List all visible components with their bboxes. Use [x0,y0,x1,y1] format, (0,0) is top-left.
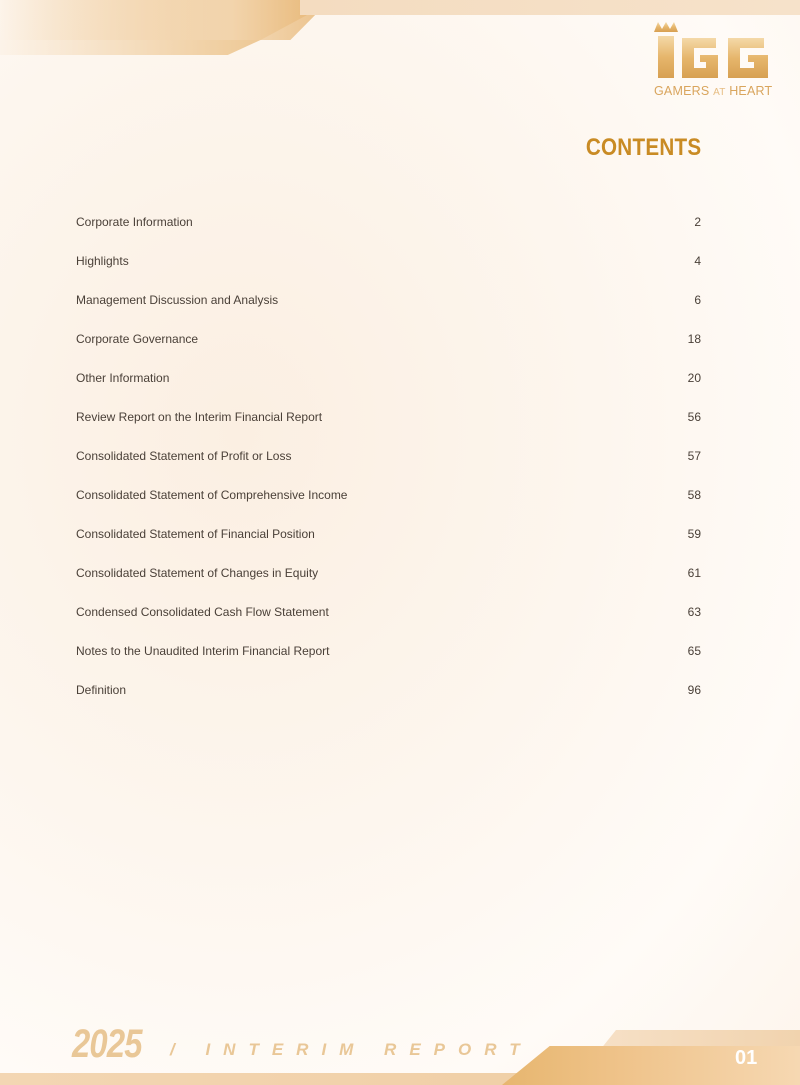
toc-row[interactable] [76,514,701,553]
toc-row[interactable] [76,280,701,319]
toc-page: 18 [687,331,701,346]
toc-row[interactable] [76,553,701,592]
bottom-left-decor-band [0,1073,560,1085]
toc-row[interactable] [76,241,701,280]
toc-label: Management Discussion and Analysis [76,292,279,307]
tagline-gamers: GAMERS [654,84,710,98]
toc-label: Definition [76,682,127,697]
toc-page: 58 [687,487,701,502]
toc-label: Consolidated Statement of Changes in Equity [76,565,319,580]
toc-label: Corporate Governance [76,331,199,346]
toc-row[interactable] [76,670,701,709]
toc-row[interactable] [76,397,701,436]
toc-label: Consolidated Statement of Profit or Loss [76,448,292,463]
page-title: CONTENTS [585,134,701,161]
tagline-at: AT [713,87,726,98]
toc-page: 4 [694,253,701,268]
table-of-contents [76,202,701,709]
toc-row[interactable] [76,436,701,475]
top-right-decor-band [300,0,800,15]
igg-logo-mark [652,20,772,82]
toc-page: 96 [687,682,701,697]
toc-row[interactable] [76,631,701,670]
toc-page: 57 [687,448,701,463]
toc-page: 63 [687,604,701,619]
toc-label: Notes to the Unaudited Interim Financial Report [76,643,330,658]
toc-label: Review Report on the Interim Financial Report [76,409,323,424]
footer-report-label: / INTERIM REPORT [170,1040,533,1059]
toc-label: Other Information [76,370,170,385]
toc-label: Highlights [76,253,129,268]
toc-page: 20 [687,370,701,385]
toc-page: 61 [687,565,701,580]
top-left-decor-band-overlay [0,0,330,40]
toc-page: 65 [687,643,701,658]
igg-logo [652,20,772,105]
toc-row[interactable] [76,319,701,358]
tagline-heart: HEART [729,84,773,98]
toc-page: 6 [694,292,701,307]
toc-page: 59 [687,526,701,541]
page-number: 01 [735,1047,758,1069]
footer-year: 2025 [72,1022,142,1066]
toc-row[interactable] [76,592,701,631]
toc-label: Consolidated Statement of Comprehensive Income [76,487,348,502]
toc-row[interactable] [76,358,701,397]
toc-page: 2 [694,214,701,229]
toc-page: 56 [687,409,701,424]
toc-label: Condensed Consolidated Cash Flow Statement [76,604,329,619]
toc-row[interactable] [76,202,701,241]
toc-label: Consolidated Statement of Financial Position [76,526,315,541]
toc-label: Corporate Information [76,214,193,229]
logo-tagline [654,84,772,98]
toc-row[interactable] [76,475,701,514]
